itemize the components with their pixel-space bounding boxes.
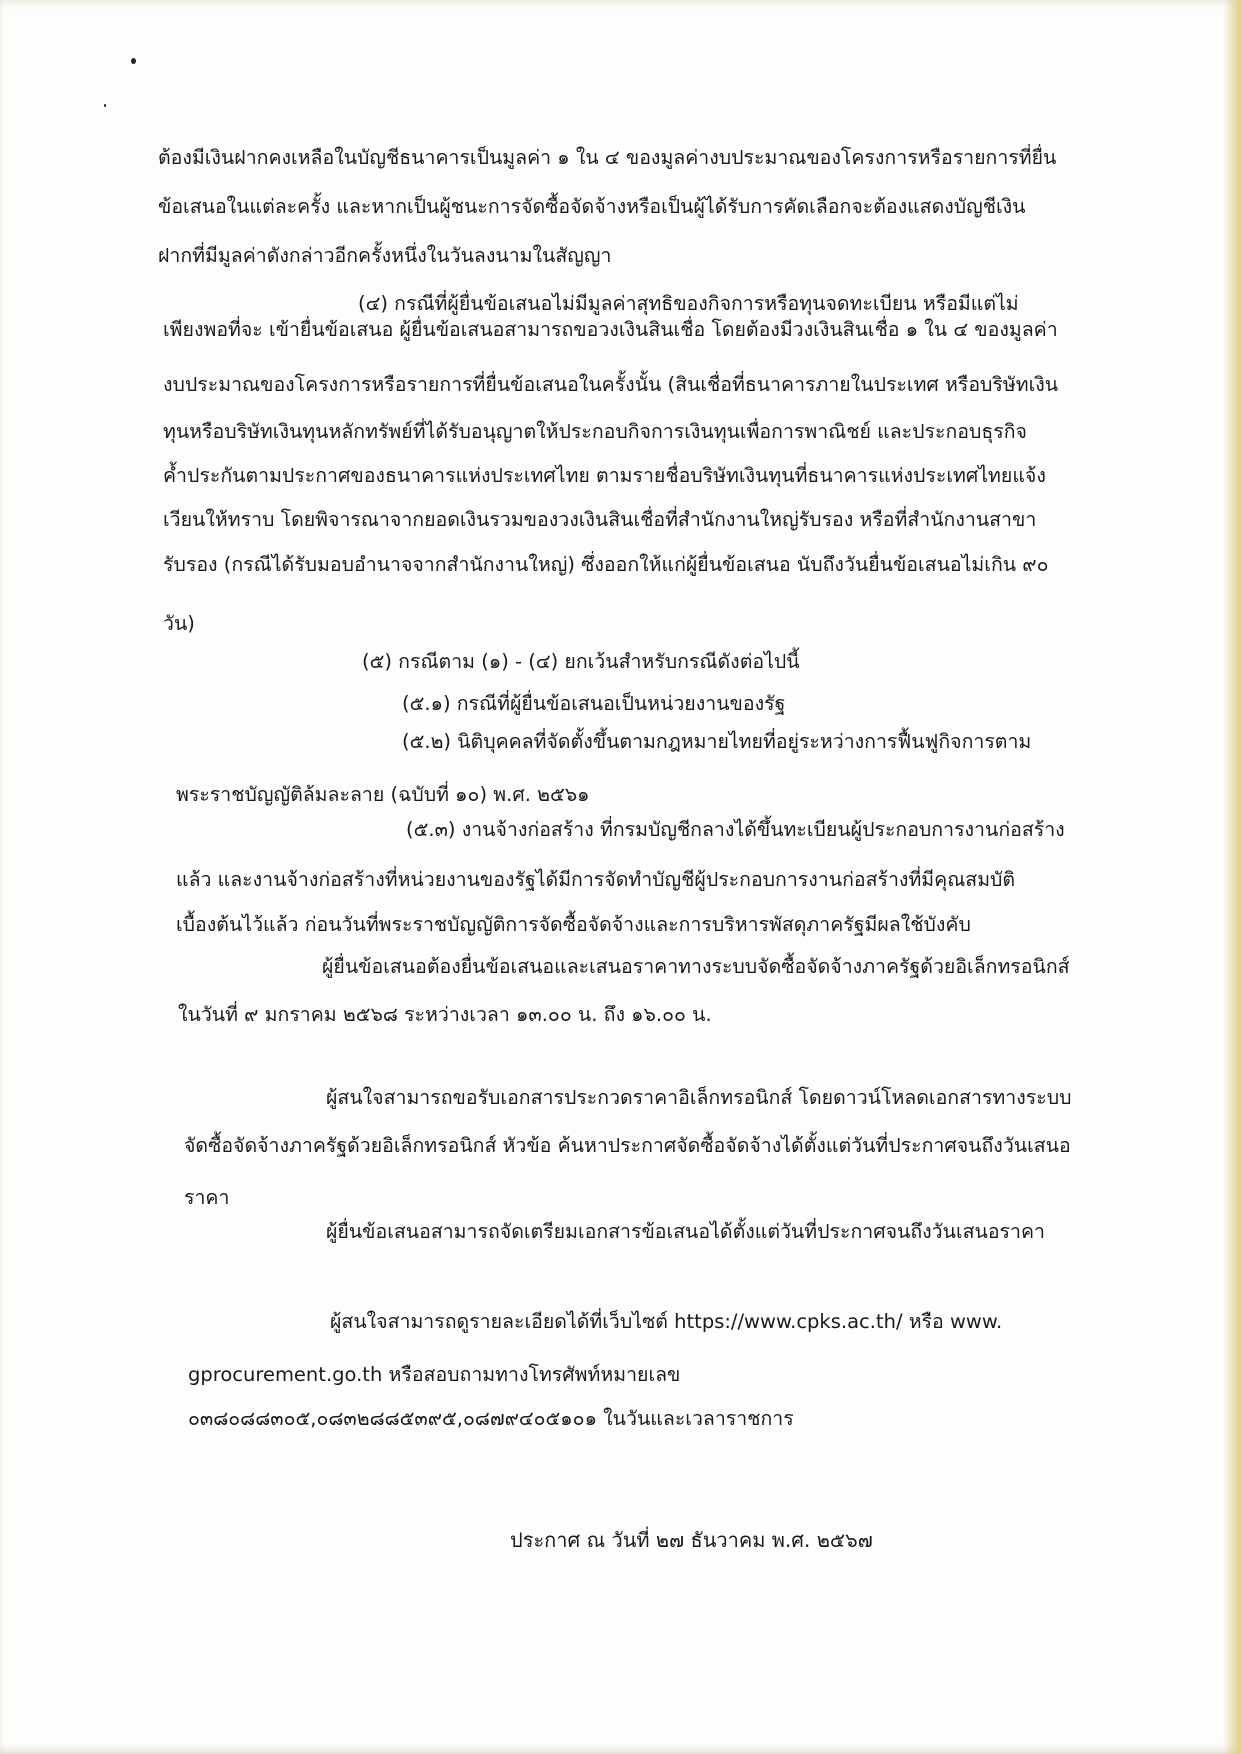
announcement-date: ประกาศ ณ วันที่ ๒๗ ธันวาคม พ.ศ. ๒๕๖๗ — [510, 1528, 873, 1552]
deposit-line-1: ต้องมีเงินฝากคงเหลือในบัญชีธนาคารเป็นมูลค่า ๑ ใน ๔ ของมูลค่างบประมาณของโครงการหรือรายการที่ยื่น — [158, 146, 1057, 169]
paragraph-5-3-line-1: (๕.๓) งานจ้างก่อสร้าง ที่กรมบัญชีกลางได้ขึ้นทะเบียนผู้ประกอบการงานก่อสร้าง — [406, 818, 1065, 841]
paragraph-5-1: (๕.๑) กรณีที่ผู้ยื่นข้อเสนอเป็นหน่วยงานของรัฐ — [402, 692, 786, 715]
submission-line-2: ในวันที่ ๙ มกราคม ๒๕๖๘ ระหว่างเวลา ๑๓.๐๐ น. ถึง ๑๖.๐๐ น. — [178, 1003, 712, 1026]
contact-line-3: ๐๓๘๐๘๘๓๐๕,๐๘๓๒๘๘๕๓๙๕,๐๘๗๙๔๐๕๑๐๑ ในวันและเวลาราชการ — [188, 1407, 794, 1430]
scan-speck — [104, 104, 106, 107]
paragraph-4-line-8: วัน) — [163, 612, 195, 635]
paragraph-5-2-line-1: (๕.๒) นิติบุคคลที่จัดตั้งขึ้นตามกฎหมายไทยที่อยู่ระหว่างการฟื้นฟูกิจการตาม — [402, 730, 1032, 753]
paragraph-4-line-6: เวียนให้ทราบ โดยพิจารณาจากยอดเงินรวมของวงเงินสินเชื่อที่สำนักงานใหญ่รับรอง หรือที่สำนักงานสาขา — [163, 508, 1037, 531]
paragraph-4-line-3: งบประมาณของโครงการหรือรายการที่ยื่นข้อเสนอในครั้งนั้น (สินเชื่อที่ธนาคารภายในประเทศ หรือบริษัทเงิน — [163, 373, 1059, 396]
paragraph-4-line-7: รับรอง (กรณีได้รับมอบอำนาจจากสำนักงานใหญ่) ซึ่งออกให้แก่ผู้ยื่นข้อเสนอ นับถึงวันยื่นข้อเสนอไม่เกิน ๙๐ — [163, 553, 1049, 576]
prepare-line: ผู้ยื่นข้อเสนอสามารถจัดเตรียมเอกสารข้อเสนอได้ตั้งแต่วันที่ประกาศจนถึงวันเสนอราคา — [326, 1220, 1045, 1243]
deposit-line-3: ฝากที่มีมูลค่าดังกล่าวอีกครั้งหนึ่งในวันลงนามในสัญญา — [158, 244, 612, 267]
download-line-3: ราคา — [184, 1186, 230, 1209]
scan-edge-shadow — [1223, 0, 1241, 1754]
download-line-1: ผู้สนใจสามารถขอรับเอกสารประกวดราคาอิเล็กทรอนิกส์ โดยดาวน์โหลดเอกสารทางระบบ — [326, 1086, 1072, 1109]
paragraph-4-line-4: ทุนหรือบริษัทเงินทุนหลักทรัพย์ที่ได้รับอนุญาตให้ประกอบกิจการเงินทุนเพื่อการพาณิชย์ และประกอบธุรกิจ — [163, 420, 1027, 443]
submission-line-1: ผู้ยื่นข้อเสนอต้องยื่นข้อเสนอและเสนอราคาทางระบบจัดซื้อจัดจ้างภาครัฐด้วยอิเล็กทรอนิกส์ — [322, 955, 1070, 978]
contact-line-2: gprocurement.go.th หรือสอบถามทางโทรศัพท์หมายเลข — [188, 1363, 681, 1386]
scan-speck — [131, 58, 136, 64]
paragraph-4-line-2: เพียงพอที่จะ เข้ายื่นข้อเสนอ ผู้ยื่นข้อเสนอสามารถขอวงเงินสินเชื่อ โดยต้องมีวงเงินสินเชื่อ ๑ ใน ๔ ของมูลค่า — [163, 318, 1058, 341]
paragraph-5: (๕) กรณีตาม (๑) - (๔) ยกเว้นสำหรับกรณีดังต่อไปนี้ — [362, 650, 800, 673]
paragraph-5-3-line-2: แล้ว และงานจ้างก่อสร้างที่หน่วยงานของรัฐได้มีการจัดทำบัญชีผู้ประกอบการงานก่อสร้างที่มีคุณสมบัติ — [176, 868, 1016, 891]
paragraph-5-2-line-2: พระราชบัญญัติล้มละลาย (ฉบับที่ ๑๐) พ.ศ. ๒๕๖๑ — [176, 783, 590, 806]
paragraph-4-line-1: (๔) กรณีที่ผู้ยื่นข้อเสนอไม่มีมูลค่าสุทธิของกิจการหรือทุนจดทะเบียน หรือมีแต่ไม่ — [358, 292, 1019, 315]
deposit-line-2: ข้อเสนอในแต่ละครั้ง และหากเป็นผู้ชนะการจัดซื้อจัดจ้างหรือเป็นผู้ได้รับการคัดเลือกจะต้องแสดงบัญชีเงิน — [158, 195, 1026, 218]
paragraph-5-3-line-3: เบื้องต้นไว้แล้ว ก่อนวันที่พระราชบัญญัติการจัดซื้อจัดจ้างและการบริหารพัสดุภาครัฐมีผลใช้บังคับ — [176, 913, 971, 936]
paragraph-4-line-5: ค้ำประกันตามประกาศของธนาคารแห่งประเทศไทย ตามรายชื่อบริษัทเงินทุนที่ธนาคารแห่งประเทศไทยแจ้ง — [163, 464, 1046, 487]
download-line-2: จัดซื้อจัดจ้างภาครัฐด้วยอิเล็กทรอนิกส์ หัวข้อ ค้นหาประกาศจัดซื้อจัดจ้างได้ตั้งแต่วันที่ประกาศจนถึงวันเสนอ — [184, 1134, 1071, 1157]
contact-line-1: ผู้สนใจสามารถดูรายละเอียดได้ที่เว็บไซต์ https://www.cpks.ac.th/ หรือ www. — [330, 1310, 1003, 1333]
